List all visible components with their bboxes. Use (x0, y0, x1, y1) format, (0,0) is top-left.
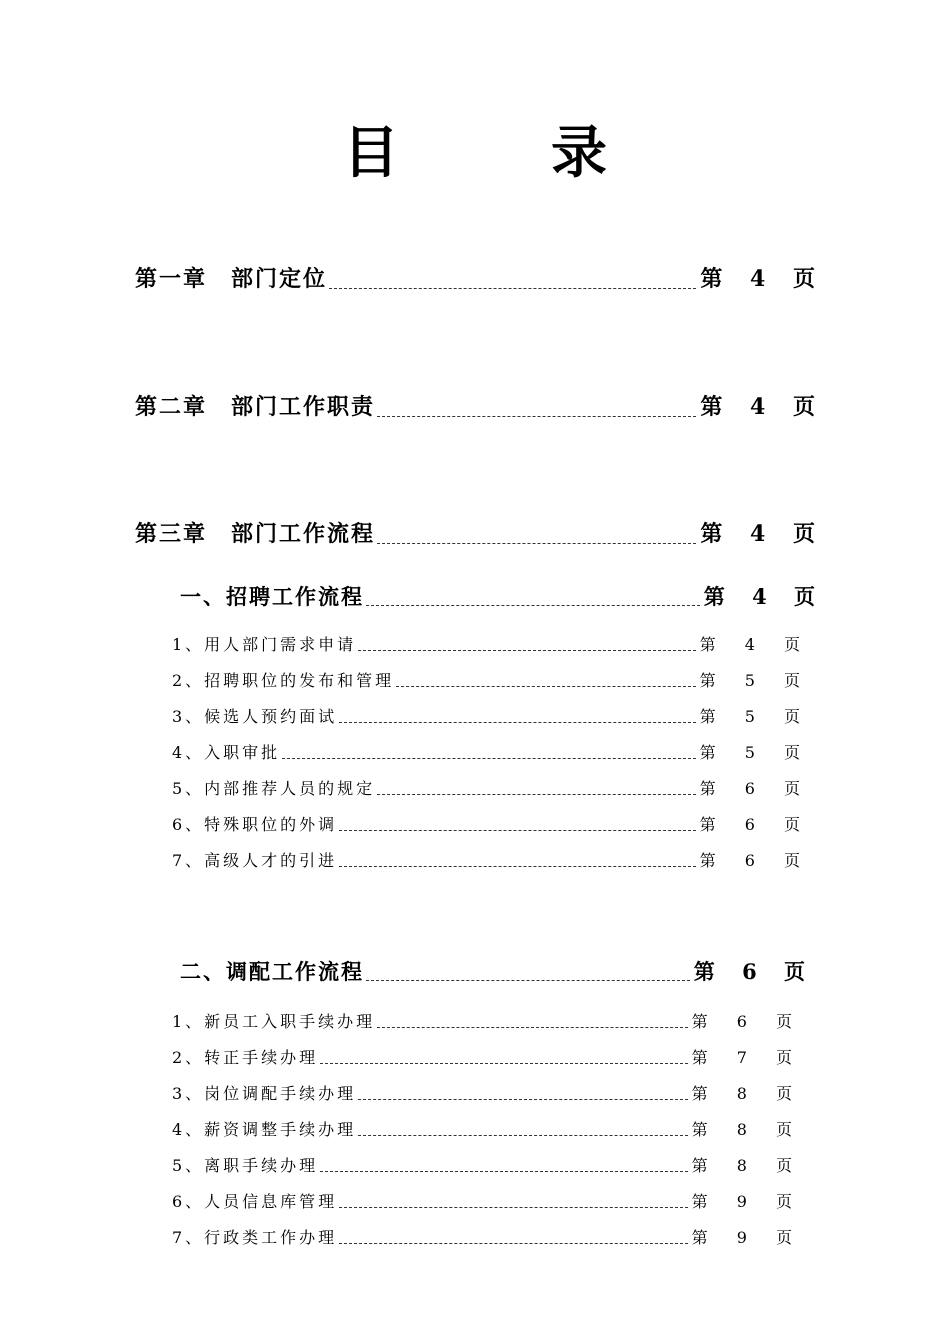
toc-item-label: 7、高级人才的引进 (172, 851, 338, 870)
dot-leader (339, 1207, 687, 1208)
toc-item[interactable] (172, 1119, 804, 1141)
toc-chapter-label: 第一章 部门定位 (135, 266, 328, 292)
dot-leader (339, 1243, 687, 1244)
toc-page-number: 第 5 页 (699, 707, 812, 726)
toc-item[interactable] (172, 1011, 804, 1033)
toc-item-label: 2、转正手续办理 (172, 1048, 319, 1067)
toc-chapter-label: 第二章 部门工作职责 (135, 394, 376, 420)
toc-page-number: 第 5 页 (699, 671, 812, 690)
toc-title: 目 录 (343, 120, 655, 186)
dot-leader (339, 866, 695, 867)
dot-leader (396, 686, 695, 687)
dot-leader (339, 830, 695, 831)
toc-page-number: 第 4 页 (700, 266, 825, 292)
toc-chapter-label: 第三章 部门工作流程 (135, 521, 376, 547)
dot-leader (329, 288, 696, 289)
toc-section-label: 二、调配工作流程 (180, 959, 364, 984)
toc-section-1[interactable] (180, 583, 825, 611)
toc-page-number: 第 8 页 (691, 1156, 804, 1175)
toc-page-number: 第 4 页 (700, 521, 825, 547)
toc-item-label: 5、内部推荐人员的规定 (172, 779, 376, 798)
toc-chapter-2[interactable] (135, 392, 825, 422)
toc-item-label: 7、行政类工作办理 (172, 1228, 338, 1247)
toc-item[interactable] (172, 778, 812, 800)
toc-item-label: 4、入职审批 (172, 743, 281, 762)
toc-item-label: 4、薪资调整手续办理 (172, 1120, 357, 1139)
toc-page-number: 第 9 页 (691, 1228, 804, 1247)
toc-page-number: 第 9 页 (691, 1192, 804, 1211)
toc-page-number: 第 6 页 (691, 1012, 804, 1031)
toc-page-number: 第 4 页 (703, 584, 825, 609)
dot-leader (366, 605, 700, 606)
toc-item[interactable] (172, 814, 812, 836)
dot-leader (320, 1171, 687, 1172)
toc-chapter-1[interactable] (135, 264, 825, 294)
toc-item[interactable] (172, 850, 812, 872)
toc-page-number: 第 6 页 (699, 851, 812, 870)
toc-page-number: 第 4 页 (700, 394, 825, 420)
toc-section-2[interactable] (180, 958, 815, 986)
toc-page-number: 第 6 页 (699, 779, 812, 798)
toc-item[interactable] (172, 1083, 804, 1105)
toc-page-number: 第 4 页 (699, 635, 812, 654)
toc-item-label: 2、招聘职位的发布和管理 (172, 671, 395, 690)
dot-leader (320, 1063, 687, 1064)
toc-item[interactable] (172, 1155, 804, 1177)
dot-leader (377, 1027, 687, 1028)
toc-item[interactable] (172, 1191, 804, 1213)
toc-item-label: 6、人员信息库管理 (172, 1192, 338, 1211)
dot-leader (377, 543, 696, 544)
toc-item[interactable] (172, 706, 812, 728)
toc-page-number: 第 7 页 (691, 1048, 804, 1067)
dot-leader (339, 722, 695, 723)
dot-leader (366, 980, 690, 981)
dot-leader (358, 650, 695, 651)
toc-item-label: 6、特殊职位的外调 (172, 815, 338, 834)
toc-page-number: 第 5 页 (699, 743, 812, 762)
toc-item-label: 3、候选人预约面试 (172, 707, 338, 726)
toc-item-label: 1、用人部门需求申请 (172, 635, 357, 654)
toc-item[interactable] (172, 670, 812, 692)
toc-page-number: 第 6 页 (693, 959, 815, 984)
toc-item[interactable] (172, 1047, 804, 1069)
toc-section-label: 一、招聘工作流程 (180, 584, 364, 609)
toc-item[interactable] (172, 1227, 804, 1249)
dot-leader (377, 794, 695, 795)
toc-item[interactable] (172, 742, 812, 764)
toc-page-number: 第 8 页 (691, 1120, 804, 1139)
dot-leader (377, 416, 696, 417)
toc-item-label: 5、离职手续办理 (172, 1156, 319, 1175)
toc-chapter-3[interactable] (135, 519, 825, 549)
dot-leader (358, 1135, 687, 1136)
toc-item[interactable] (172, 634, 812, 656)
toc-page-number: 第 8 页 (691, 1084, 804, 1103)
toc-item-label: 1、新员工入职手续办理 (172, 1012, 376, 1031)
toc-page-number: 第 6 页 (699, 815, 812, 834)
dot-leader (282, 758, 695, 759)
dot-leader (358, 1099, 687, 1100)
toc-item-label: 3、岗位调配手续办理 (172, 1084, 357, 1103)
